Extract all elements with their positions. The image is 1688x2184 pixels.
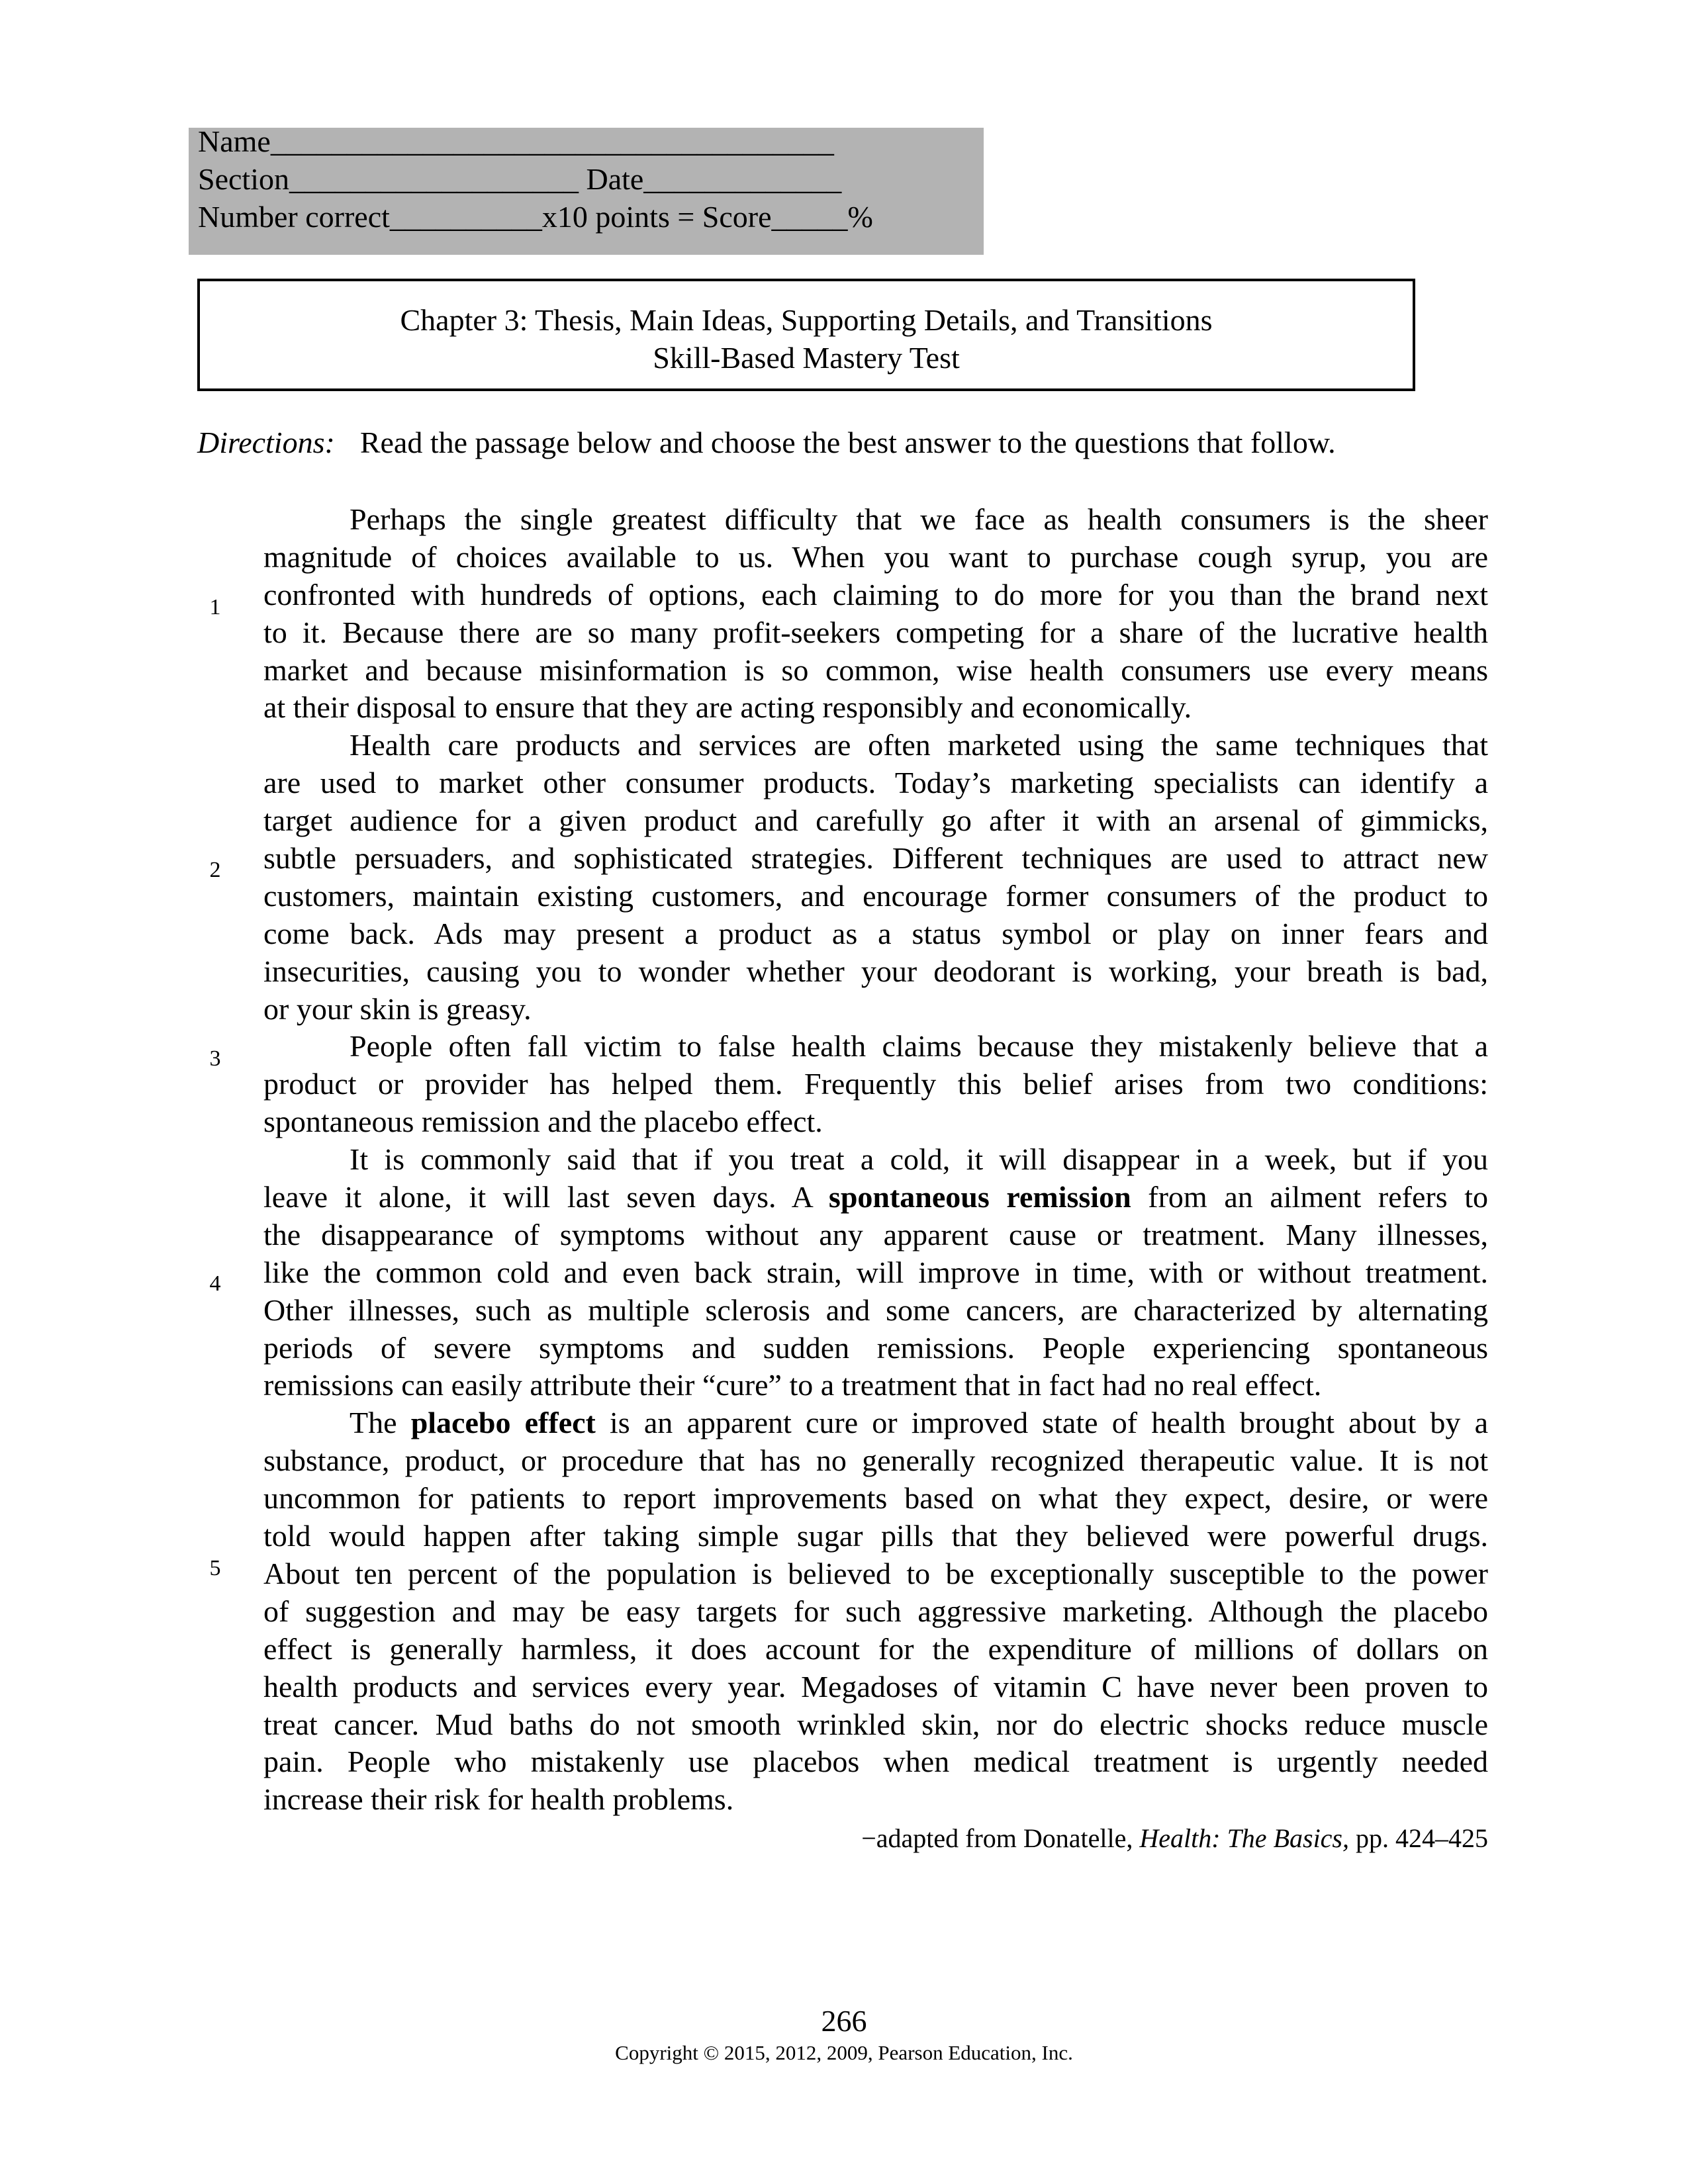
passage-line: periods of severe symptoms and sudden remissions. People experiencing spontaneous — [263, 1330, 1488, 1365]
passage-line: spontaneous remission and the placebo effect. — [263, 1105, 823, 1139]
paragraph-1 — [263, 501, 1488, 727]
passage-line: increase their risk for health problems. — [263, 1782, 734, 1817]
passage-line — [263, 1404, 1488, 1442]
passage-line: About ten percent of the population is believed to be exceptionally susceptible to the power — [263, 1556, 1488, 1590]
passage-line: Health care products and services are often marketed using the same techniques that — [350, 728, 1488, 762]
paragraph-number-4: 4 — [209, 1271, 221, 1296]
passage-line: Perhaps the single greatest difficulty that we face as health consumers is the sheer — [350, 502, 1488, 536]
passage-line: Other illnesses, such as multiple sclerosis and some cancers, are characterized by alternating — [263, 1293, 1488, 1327]
chapter-title: Chapter 3: Thesis, Main Ideas, Supporting Details, and Transitions — [400, 303, 1213, 337]
paragraph-number-5: 5 — [209, 1556, 221, 1580]
passage-line: health products and services every year. Megadoses of vitamin C have never been proven to — [263, 1669, 1488, 1704]
passage-line: It is commonly said that if you treat a cold, it will disappear in a week, but if you — [350, 1142, 1488, 1177]
score-field-line: Number correct__________x10 points = Score_____% — [198, 200, 873, 234]
directions — [197, 424, 1336, 461]
passage-line: at their disposal to ensure that they are acting responsibly and economically. — [263, 690, 1192, 725]
name-field-line: Name_____________________________________ — [198, 124, 834, 158]
passage-line: to it. Because there are so many profit-seekers competing for a share of the lucrative health — [263, 615, 1488, 649]
passage-line: effect is generally harmless, it does account for the expenditure of millions of dollars on — [263, 1631, 1488, 1666]
source-citation — [861, 1822, 1488, 1855]
passage-line: like the common cold and even back strain, will improve in time, with or without treatment. — [263, 1255, 1488, 1289]
line-prefix: leave it alone, it will last seven days. A — [263, 1180, 829, 1214]
key-term-spontaneous-remission: spontaneous remission — [828, 1180, 1131, 1214]
passage-line: market and because misinformation is so common, wise health consumers use every means — [263, 653, 1488, 687]
passage-line — [263, 1179, 1488, 1216]
passage-line: customers, maintain existing customers, and encourage former consumers of the product to — [263, 878, 1488, 913]
line-prefix: The — [350, 1406, 411, 1440]
citation-prefix: −adapted from Donatelle, — [861, 1823, 1140, 1853]
copyright-notice: Copyright © 2015, 2012, 2009, Pearson Education, Inc. — [615, 2041, 1073, 2064]
passage-line: the disappearance of symptoms without any apparent cause or treatment. Many illnesses, — [263, 1217, 1488, 1251]
paragraph-number-3: 3 — [209, 1046, 221, 1071]
passage-line: magnitude of choices available to us. When you want to purchase cough syrup, you are — [263, 539, 1488, 574]
passage-line: subtle persuaders, and sophisticated strategies. Different techniques are used to attract new — [263, 841, 1488, 876]
passage-line: of suggestion and may be easy targets for such aggressive marketing. Although the placebo — [263, 1594, 1488, 1628]
passage-line: confronted with hundreds of options, each claiming to do more for you than the brand next — [263, 577, 1488, 612]
test-subtitle: Skill-Based Mastery Test — [653, 341, 960, 375]
citation-book-title: Health: The Basics, — [1139, 1823, 1349, 1853]
passage-line: treat cancer. Mud baths do not smooth wrinkled skin, nor do electric shocks reduce muscle — [263, 1707, 1488, 1741]
key-term-placebo-effect: placebo effect — [410, 1406, 596, 1440]
passage-line: uncommon for patients to report improvements based on what they expect, desire, or were — [263, 1481, 1488, 1516]
passage-line: target audience for a given product and carefully go after it with an arsenal of gimmicks, — [263, 803, 1488, 838]
passage-line: product or provider has helped them. Frequently this belief arises from two conditions: — [263, 1067, 1488, 1101]
passage-line: are used to market other consumer products. Today’s marketing specialists can identify a — [263, 766, 1488, 800]
reading-passage — [263, 501, 1488, 1819]
student-info-form — [189, 124, 984, 255]
page-number: 266 — [821, 2004, 867, 2038]
line-suffix: is an apparent cure or improved state of health brought about by a — [595, 1406, 1488, 1440]
paragraph-number-1: 1 — [209, 595, 221, 619]
citation-pages: pp. 424–425 — [1349, 1823, 1488, 1853]
paragraph-5 — [263, 1404, 1488, 1819]
paragraph-4 — [263, 1141, 1488, 1404]
passage-line: told would happen after taking simple sugar pills that they believed were powerful drugs. — [263, 1519, 1488, 1553]
paragraph-number-2: 2 — [209, 858, 221, 882]
passage-line: insecurities, causing you to wonder whether your deodorant is working, your breath is bad, — [263, 954, 1488, 988]
passage-line: pain. People who mistakenly use placebos when medical treatment is urgently needed — [263, 1745, 1488, 1779]
paragraph-3 — [263, 1028, 1488, 1141]
passage-line: remissions can easily attribute their “cure” to a treatment that in fact had no real effect. — [263, 1368, 1322, 1402]
directions-text: Read the passage below and choose the best answer to the questions that follow. — [359, 426, 1336, 459]
chapter-title-box — [197, 279, 1415, 391]
passage-line: or your skin is greasy. — [263, 991, 532, 1026]
paragraph-2 — [263, 727, 1488, 1028]
directions-label: Directions: — [197, 426, 335, 459]
line-suffix: from an ailment refers to — [1131, 1180, 1489, 1214]
passage-line: People often fall victim to false health claims because they mistakenly believe that a — [350, 1029, 1488, 1064]
passage-line: substance, product, or procedure that has no generally recognized therapeutic value. It is not — [263, 1443, 1488, 1478]
section-date-field-line: Section___________________ Date_____________ — [198, 162, 842, 196]
passage-line: come back. Ads may present a product as a status symbol or play on inner fears and — [263, 916, 1488, 950]
